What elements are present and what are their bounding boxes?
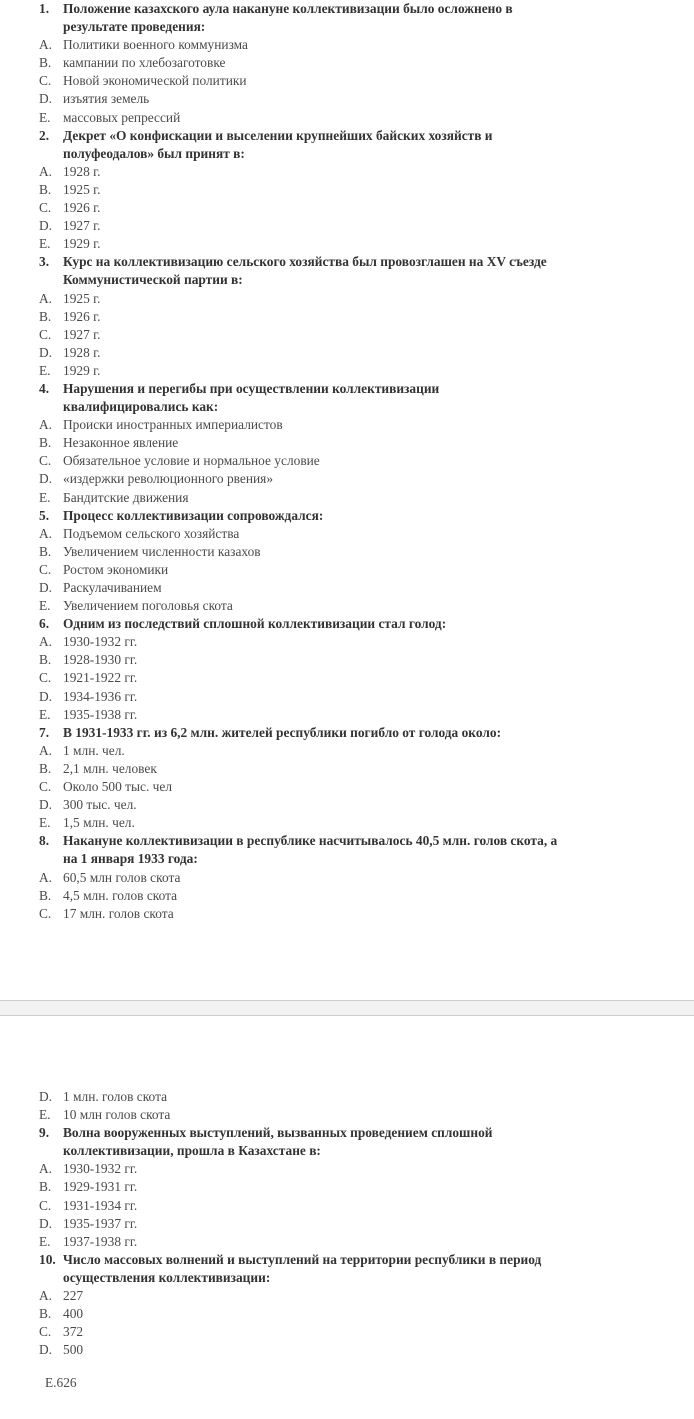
answer-option-label: A. xyxy=(39,742,53,758)
question-8-cont xyxy=(0,850,694,868)
question-2-cont xyxy=(0,145,694,163)
question-10-text: Число массовых волнений и выступлений на территории республики в период xyxy=(63,1251,542,1267)
question-1-text: Положение казахского аула накануне коллективизации было осложнено в xyxy=(63,1,513,16)
answer-option xyxy=(0,308,694,326)
answer-option-label: B. xyxy=(39,1179,52,1195)
answer-option-label: E. xyxy=(39,489,51,505)
answer-option-label: E. xyxy=(39,362,51,378)
answer-option-text: 400 xyxy=(63,1306,84,1322)
answer-option-label: E. xyxy=(39,109,51,125)
answer-option-text: Обязательное условие и нормальное условие xyxy=(63,453,320,469)
answer-option xyxy=(0,796,694,814)
question-6 xyxy=(0,615,694,633)
answer-option xyxy=(0,90,694,108)
answer-option xyxy=(0,72,694,90)
answer-option-label: C. xyxy=(39,905,52,921)
question-10-cont-text: осуществления коллективизации: xyxy=(63,1269,271,1285)
answer-option xyxy=(0,326,694,344)
answer-option-label: B. xyxy=(39,1306,52,1322)
answer-option-text: 1926 г. xyxy=(63,308,101,324)
question-1-label: 1. xyxy=(39,1,50,16)
answer-option-label: B. xyxy=(39,181,52,197)
answer-option-label: A. xyxy=(39,1288,53,1304)
answer-option xyxy=(0,217,694,235)
answer-option-label: A. xyxy=(39,417,53,433)
answer-option-label: B. xyxy=(39,308,52,324)
answer-option-label: D. xyxy=(39,580,53,595)
answer-option-text: 1934-1936 гг. xyxy=(63,688,138,704)
answer-option xyxy=(0,1197,694,1215)
answer-option xyxy=(0,1178,694,1196)
question-8-text: Накануне коллективизации в республике насчитывалось 40,5 млн. голов скота, а xyxy=(63,833,558,849)
answer-option-text: Ростом экономики xyxy=(63,561,169,577)
answer-option-text: 1921-1922 гг. xyxy=(63,670,138,686)
answer-option-label: C. xyxy=(39,73,52,89)
answer-option xyxy=(0,561,694,579)
answer-option xyxy=(0,1233,694,1251)
answer-option xyxy=(0,1305,694,1323)
question-9-text: Волна вооруженных выступлений, вызванных проведением сплошной xyxy=(63,1125,493,1141)
answer-option xyxy=(0,109,694,127)
answer-option xyxy=(0,434,694,452)
answer-option xyxy=(0,199,694,217)
answer-option-text: массовых репрессий xyxy=(63,109,181,125)
answer-option-text: 500 xyxy=(63,1342,84,1358)
answer-option xyxy=(0,362,694,380)
answer-option-text: 1928 г. xyxy=(63,344,101,360)
answer-option-label: D. xyxy=(39,218,53,234)
question-1-cont-text: результате проведения: xyxy=(63,19,206,35)
question-6-text: Одним из последствий сплошной коллективизации стал голод: xyxy=(63,616,447,632)
answer-option-text: 1931-1934 гг. xyxy=(63,1197,138,1213)
answer-option-label: C. xyxy=(39,561,52,577)
answer-option-text: кампании по хлебозаготовке xyxy=(63,55,226,71)
answer-option xyxy=(0,651,694,669)
answer-option-label: D. xyxy=(39,1342,53,1358)
answer-option xyxy=(0,688,694,706)
answer-option-label: C. xyxy=(39,1197,52,1213)
answer-option-label: D. xyxy=(39,797,53,813)
question-5-label: 5. xyxy=(39,507,50,523)
answer-option-text: 1929 г. xyxy=(63,236,101,252)
answer-option xyxy=(0,489,694,507)
question-3-text: Курс на коллективизацию сельского хозяйства был провозглашен на XV съезде xyxy=(63,254,547,270)
answer-option xyxy=(0,1088,694,1106)
question-3 xyxy=(0,253,694,271)
answer-option-label: D. xyxy=(39,1215,53,1231)
answer-option xyxy=(0,905,694,923)
answer-option-label: D. xyxy=(39,688,53,704)
answer-option-label: A. xyxy=(39,525,53,541)
answer-option-text: 1 млн. чел. xyxy=(63,742,125,758)
answer-option xyxy=(0,235,694,253)
question-8-cont-text: на 1 января 1933 года: xyxy=(63,851,198,867)
answer-option-label: B. xyxy=(39,543,52,559)
answer-option xyxy=(0,181,694,199)
answer-option xyxy=(0,525,694,543)
question-9-cont xyxy=(0,1142,694,1160)
answer-option-text: 2,1 млн. человек xyxy=(63,760,157,776)
question-9-label: 9. xyxy=(39,1125,50,1141)
answer-option xyxy=(0,543,694,561)
answer-option-label: A. xyxy=(39,1161,53,1177)
answer-option xyxy=(0,1215,694,1233)
answer-option xyxy=(0,163,694,181)
answer-option-text: Увеличением поголовья скота xyxy=(63,598,233,614)
answer-option-label: B. xyxy=(39,760,52,776)
answer-option xyxy=(0,1323,694,1341)
question-10-cont xyxy=(0,1269,694,1287)
answer-option xyxy=(0,579,694,597)
answer-option-label: A. xyxy=(39,163,53,179)
answer-option-text: изъятия земель xyxy=(63,91,150,107)
question-5 xyxy=(0,507,694,525)
question-7-text: В 1931-1933 гг. из 6,2 млн. жителей республики погибло от голода около: xyxy=(63,724,502,740)
answer-option-text: 1935-1937 гг. xyxy=(63,1215,138,1231)
question-9 xyxy=(0,1124,694,1142)
question-7 xyxy=(0,724,694,742)
answer-option-text: 4,5 млн. голов скота xyxy=(63,887,178,903)
answer-option xyxy=(0,742,694,760)
answer-option-text: Около 500 тыс. чел xyxy=(63,779,173,795)
question-4-text: Нарушения и перегибы при осуществлении коллективизации xyxy=(63,380,440,396)
answer-option-text: 1927 г. xyxy=(63,326,101,342)
answer-option xyxy=(0,1341,694,1359)
question-5-text: Процесс коллективизации сопровождался: xyxy=(63,507,324,523)
answer-option xyxy=(0,452,694,470)
answer-option-label: C. xyxy=(39,453,52,469)
question-6-label: 6. xyxy=(39,616,50,632)
answer-option xyxy=(0,706,694,724)
answer-option-text: «издержки революционного рвения» xyxy=(63,471,274,487)
answer-option-text: 372 xyxy=(63,1324,84,1340)
answer-option xyxy=(0,778,694,796)
answer-option-text: 1930-1932 гг. xyxy=(63,1161,138,1177)
answer-option xyxy=(0,470,694,488)
question-8 xyxy=(0,832,694,850)
answer-option-label: D. xyxy=(39,1089,53,1104)
answer-option-text: Подъемом сельского хозяйства xyxy=(63,525,240,541)
question-4-cont xyxy=(0,398,694,416)
question-3-cont xyxy=(0,271,694,289)
answer-option-text: 17 млн. голов скота xyxy=(63,905,174,921)
answer-option-label: E. xyxy=(39,1107,51,1123)
answer-option-label: C. xyxy=(39,326,52,342)
answer-option xyxy=(0,344,694,362)
answer-option-text: Увеличением численности казахов xyxy=(63,543,261,559)
answer-option-text: Раскулачиванием xyxy=(63,580,162,595)
answer-option-label: E. xyxy=(39,598,51,614)
answer-option-text: 1928-1930 гг. xyxy=(63,652,138,668)
question-10-label: 10. xyxy=(39,1251,56,1267)
question-8-label: 8. xyxy=(39,833,50,849)
answer-option-label: D. xyxy=(39,91,53,107)
question-4-cont-text: квалифицировались как: xyxy=(63,399,219,415)
answer-option-label: E. xyxy=(39,815,51,831)
question-4 xyxy=(0,380,694,398)
trailing-answer-text: E.626 xyxy=(45,1375,77,1390)
answer-option xyxy=(0,669,694,687)
answer-option-text: Новой экономической политики xyxy=(63,73,247,89)
answer-option-text: 1927 г. xyxy=(63,218,101,234)
answer-option-label: D. xyxy=(39,471,53,487)
answer-option xyxy=(0,633,694,651)
answer-option-label: A. xyxy=(39,290,53,306)
answer-option-label: B. xyxy=(39,652,52,668)
question-1 xyxy=(0,0,694,18)
answer-option-label: E. xyxy=(39,236,51,252)
question-2-cont-text: полуфеодалов» был принят в: xyxy=(63,145,245,161)
answer-option-text: 1929-1931 гг. xyxy=(63,1179,138,1195)
answer-option-label: D. xyxy=(39,344,53,360)
answer-option-label: E. xyxy=(39,706,51,722)
question-3-cont-text: Коммунистической партии в: xyxy=(63,272,243,288)
answer-option-label: B. xyxy=(39,435,52,451)
answer-option-label: A. xyxy=(39,634,53,650)
answer-option-text: 1928 г. xyxy=(63,163,101,179)
answer-option xyxy=(0,54,694,72)
question-10 xyxy=(0,1251,694,1269)
answer-option xyxy=(0,1287,694,1305)
test-page-part-2 xyxy=(0,1088,694,1359)
question-4-label: 4. xyxy=(39,380,50,396)
answer-option-label: C. xyxy=(39,1324,52,1340)
answer-option-label: A. xyxy=(39,869,53,885)
question-2-label: 2. xyxy=(39,127,50,143)
answer-option-text: 10 млн голов скота xyxy=(63,1107,171,1123)
question-7-label: 7. xyxy=(39,724,50,740)
answer-option-text: 1 млн. голов скота xyxy=(63,1089,168,1104)
answer-option xyxy=(0,887,694,905)
answer-option-text: 1937-1938 гг. xyxy=(63,1233,138,1249)
answer-option-text: Политики военного коммунизма xyxy=(63,37,249,53)
page-break-divider xyxy=(0,1000,694,1016)
answer-option-text: 1930-1932 гг. xyxy=(63,634,138,650)
answer-option-text: 1929 г. xyxy=(63,362,101,378)
answer-option-label: A. xyxy=(39,37,53,53)
answer-option-text: Бандитские движения xyxy=(63,489,189,505)
answer-option xyxy=(0,36,694,54)
answer-option-label: B. xyxy=(39,55,52,71)
answer-option-label: C. xyxy=(39,200,52,216)
answer-option xyxy=(0,290,694,308)
question-2-text: Декрет «О конфискации и выселении крупнейших байских хозяйств и xyxy=(63,127,493,143)
question-3-label: 3. xyxy=(39,254,50,270)
answer-option-text: 1,5 млн. чел. xyxy=(63,815,135,831)
answer-option-text: 60,5 млн голов скота xyxy=(63,869,181,885)
answer-option xyxy=(0,814,694,832)
answer-option-text: Незаконное явление xyxy=(63,435,179,451)
answer-option xyxy=(0,760,694,778)
answer-option-text: 1925 г. xyxy=(63,181,101,197)
answer-option-label: C. xyxy=(39,670,52,686)
answer-option xyxy=(0,1106,694,1124)
answer-option-text: 300 тыс. чел. xyxy=(63,797,137,813)
answer-option-text: 1925 г. xyxy=(63,290,101,306)
answer-option xyxy=(0,1160,694,1178)
answer-option-label: C. xyxy=(39,779,52,795)
answer-option-text: 227 xyxy=(63,1288,84,1304)
answer-option-text: 1935-1938 гг. xyxy=(63,706,138,722)
answer-option xyxy=(0,416,694,434)
answer-option-text: Происки иностранных империалистов xyxy=(63,417,283,433)
question-9-cont-text: коллективизации, прошла в Казахстане в: xyxy=(63,1143,321,1159)
answer-option-label: B. xyxy=(39,887,52,903)
answer-option xyxy=(0,869,694,887)
answer-option-label: E. xyxy=(39,1233,51,1249)
question-2 xyxy=(0,127,694,145)
answer-option xyxy=(0,597,694,615)
question-1-cont xyxy=(0,18,694,36)
answer-option-text: 1926 г. xyxy=(63,200,101,216)
